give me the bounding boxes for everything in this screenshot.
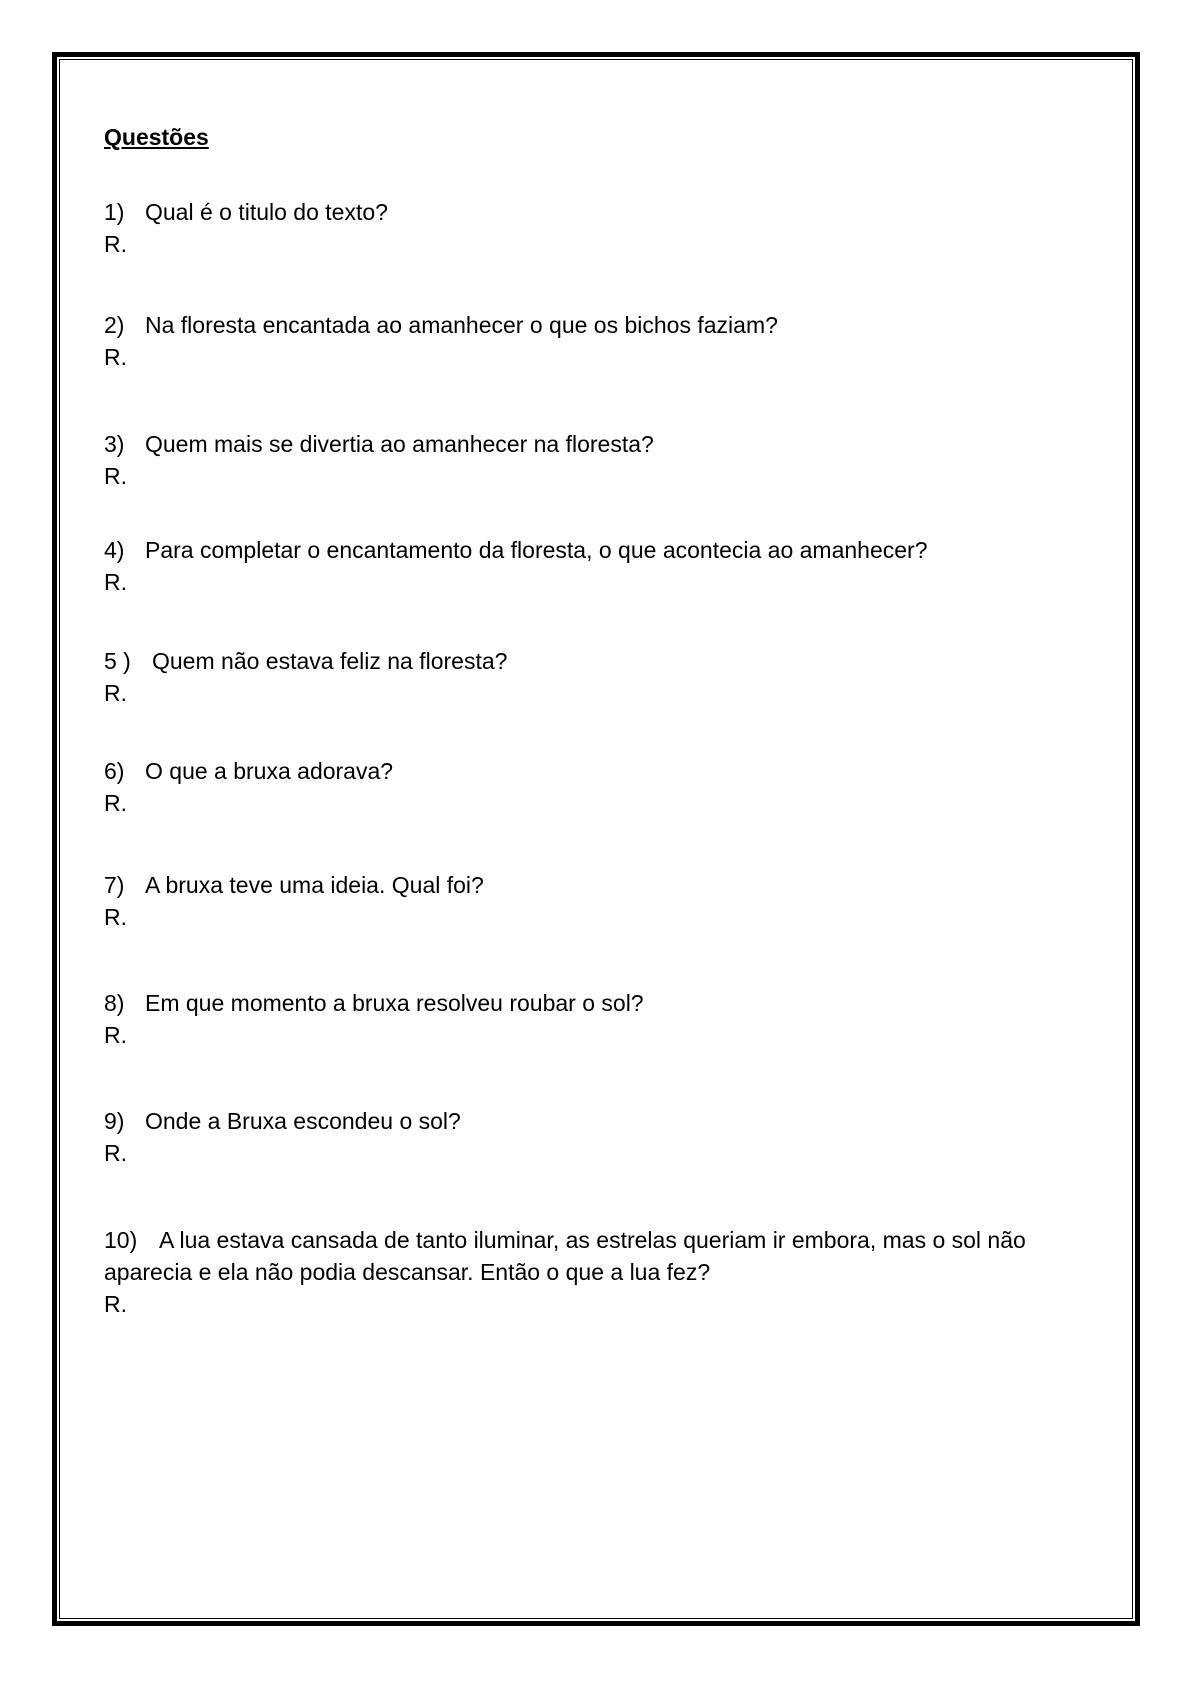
page-title: Questões [104,124,209,150]
question-text: Quem não estava feliz na floresta? [152,648,508,674]
question-text-continuation: aparecia e ela não podia descansar. Então o que a lua fez? [104,1259,711,1285]
answer-label: R. [104,569,127,595]
question-2 [104,309,778,373]
question-5 [104,645,507,709]
question-3 [104,428,654,492]
question-text: Na floresta encantada ao amanhecer o que os bichos faziam? [145,312,778,338]
question-number: 8) [104,990,125,1016]
question-number: 3) [104,431,125,457]
answer-label: R. [104,231,127,257]
answer-label: R. [104,1140,127,1166]
question-text: O que a bruxa adorava? [145,758,394,784]
question-7 [104,869,484,933]
question-number: 5 ) [104,648,131,674]
question-number: 9) [104,1108,125,1134]
question-text: A lua estava cansada de tanto iluminar, as estrelas queriam ir embora, mas o sol não [159,1227,1026,1253]
question-text: Para completar o encantamento da floresta, o que acontecia ao amanhecer? [145,537,928,563]
page-border-inner [59,59,1133,1619]
question-8 [104,987,644,1051]
answer-label: R. [104,463,127,489]
question-text: A bruxa teve uma ideia. Qual foi? [145,872,484,898]
question-number: 2) [104,312,125,338]
question-text: Em que momento a bruxa resolveu roubar o sol? [145,990,644,1016]
question-1 [104,196,388,260]
question-text: Onde a Bruxa escondeu o sol? [145,1108,461,1134]
question-9 [104,1105,461,1169]
answer-label: R. [104,1291,127,1317]
question-number: 1) [104,199,125,225]
question-4 [104,534,928,598]
answer-label: R. [104,344,127,370]
answer-label: R. [104,680,127,706]
question-text: Qual é o titulo do texto? [145,199,388,225]
question-6 [104,755,393,819]
answer-label: R. [104,1022,127,1048]
question-text: Quem mais se divertia ao amanhecer na floresta? [145,431,654,457]
question-number: 4) [104,537,125,563]
question-number: 6) [104,758,125,784]
answer-label: R. [104,904,127,930]
question-number: 7) [104,872,125,898]
question-10 [104,1224,1084,1320]
answer-label: R. [104,790,127,816]
question-number: 10) [104,1227,138,1253]
